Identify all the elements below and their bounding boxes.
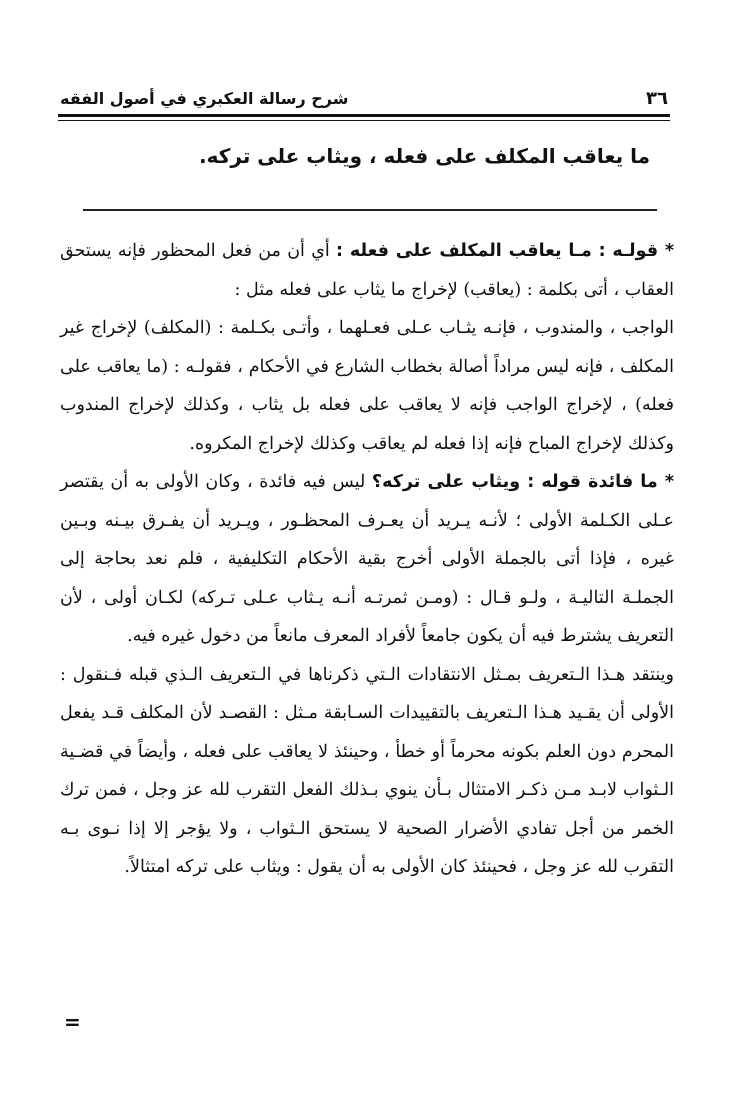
paragraph bbox=[60, 463, 674, 656]
paragraph bbox=[60, 232, 674, 309]
paragraph bbox=[60, 309, 674, 463]
paragraph-text: وينتقد هـذا الـتعريف بمـثل الانتقادات الـتي ذكرناها في الـتعريف الـذي قبله فـنقول : الأولى أن يقـيد هـذا الـتعريف بالتقييدات السـابقة مـثل : القصـد لأن المكلف قـد يفعل المحرم دون العلم بكونه محرماً أو خطأ ، وحينئذ لا يعاقب على فعله ، وأيضاً في قضـية الـثواب لابـد مـن ذكـر الامتثال بـأن ينوي بـذلك الفعل التقرب لله عز وجل ، فمن ترك الخمر من أجل تفادي الأضرار الصحية لا يستحق الـثواب ، ولا يؤجر إلا إذا نـوى بـه التقرب لله عز وجل ، فحينئذ كان الأولى به أن يقول : ويثاب على تركه امتثالاً. bbox=[60, 664, 674, 877]
paragraph-lead: * قولـه : مـا يعاقب المكلف على فعله : bbox=[336, 241, 674, 261]
commentary-body bbox=[60, 232, 674, 887]
paragraph-text: ليس فيه فائدة ، وكان الأولى به أن يقتصر عـلى الكـلمة الأولى ؛ لأنـه يـريد أن يعـرف المحظـور ، ويـريد أن يفـرق بيـنه وبـين غيره ، فإذا أتى بالجملة الأولى أخرج بقية الأحكام التكليفية ، فلم نعد بحاجة إلى الجملـة التاليـة ، ولـو قـال : (ومـن ثمرتـه أنـه يـثاب عـلى تـركه) لكـان أولى ، لأن التعريف يشترط فيه أن يكون جامعاً لأفراد المعرف مانعاً من دخول غيره فيه. bbox=[60, 472, 674, 646]
paragraph-text: أي أن من فعل المحظور فإنه يستحق العقاب ، أتى بكلمة : (يعاقب) لإخراج ما يثاب على فعله مثل : bbox=[60, 241, 674, 300]
page-number: ٣٦ bbox=[646, 87, 668, 109]
running-title: شرح رسالة العكبري في أصول الفقه bbox=[60, 88, 349, 108]
header-rule-thin bbox=[58, 120, 670, 121]
paragraph-text: الواجب ، والمندوب ، فإنـه يثـاب عـلى فعـلهما ، وأتـى بكـلمة : (المكلف) لإخراج غير المكلف ، فإنه ليس مراداً أصالة بخطاب الشارع في الأحكام ، فقولـه : (ما يعاقب على فعله) ، لإخراج الواجب فإنه لا يعاقب على فعله بل يثاب ، وكذلك لإخراج المندوب وكذلك لإخراج المباح فإنه إذا فعله لم يعاقب وكذلك لإخراج المكروه. bbox=[60, 318, 674, 454]
header-rule-thick bbox=[58, 114, 670, 117]
paragraph-lead: * ما فائدة قوله : ويثاب على تركه؟ bbox=[371, 472, 674, 492]
paragraph bbox=[60, 656, 674, 887]
main-text: ما يعاقب المكلف على فعله ، ويثاب على تركه. bbox=[199, 144, 650, 168]
footnote-continuation-mark: = bbox=[64, 1010, 81, 1034]
commentary-separator bbox=[83, 209, 657, 211]
page-header bbox=[60, 86, 668, 110]
